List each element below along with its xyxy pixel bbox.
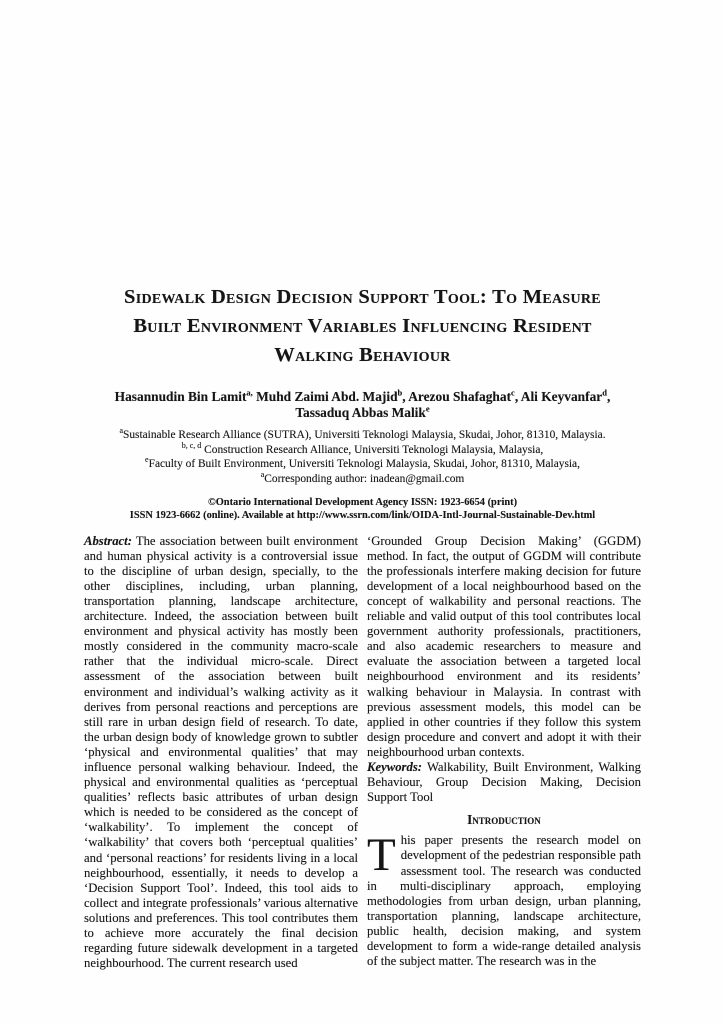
author: Hasannudin Bin Lamit$^{a,}$ (114, 387, 253, 404)
paper-title-line-3: Walking Behaviour (274, 344, 451, 366)
abstract-text-col1: The association between built environment and human physical activity is a controversial issue to the discipline of urban design, specially, to the other disciplines, including, urban planning, transportation planning, landscape architecture, architecture. Indeed, the association between built environment and physical activity has mostly been mostly considered in the community macro-scale rather that the individual micro-scale. Direct assessment of the association between built environment and individual’s walking activity as it derives from personal reactions and perceptions are still rare in urban design field of research. To date, the urban design body of knowledge grown to subtler ‘physical and environmental qualities’ that may influence personal walking behaviour. Indeed, the physical and environmental qualities as ‘perceptual qualities’ reflects basic attributes of urban design which is needed to be considered as the concept of ‘walkability’. To implement the concept of ‘walkability’ that covers both ‘perceptual qualities’ and ‘personal reactions’ for residents living in a local neighbourhood, essentially, it needs to develop a ‘Decision Support Tool’. Indeed, this tool aids to collect and integrate professionals’ various alternative solutions and preferences. This tool contributes them to achieve more accurately the final decision regarding future sidewalk development in a targeted neighbourhood. The current research used (84, 533, 358, 971)
author: Muhd Zaimi Abd. Majid$^b$, (256, 387, 409, 404)
affiliation-mark: e (145, 455, 149, 465)
paper-title (84, 283, 641, 370)
left-column (84, 534, 358, 972)
keywords-paragraph (367, 760, 641, 805)
abstract-paragraph (84, 534, 358, 972)
author-line-1 (84, 389, 641, 405)
corresponding-author-line: $^a$Corresponding author: inadean@gmail.com (260, 469, 465, 485)
author-affiliation-mark: b (397, 387, 403, 398)
introduction-paragraph (367, 829, 641, 969)
publisher-info (84, 497, 641, 522)
author: Tassaduq Abbas Malik$^e$ (295, 403, 430, 420)
affiliation-mark: a (260, 469, 265, 479)
body-columns (84, 534, 641, 972)
affiliation-mark: b, c, d (181, 440, 202, 450)
issn-online-line: ISSN 1923-6662 (online). Available at http://www.ssrn.com/link/OIDA-Intl-Journal-Sustainable-Dev.html (129, 509, 596, 521)
author-list (84, 389, 641, 421)
keywords-text: Walkability, Built Environment, Walking Behaviour, Group Decision Making, Decision Support Tool (367, 759, 641, 805)
author-affiliation-mark: a, (246, 387, 253, 398)
affiliation-list (84, 428, 641, 486)
author-affiliation-mark: d (602, 387, 607, 398)
introduction-heading: Introduction (467, 812, 541, 828)
affiliation-line: $^a$Sustainable Research Alliance (SUTRA), Universiti Teknologi Malaysia, Skudai, Johor, 81310, Malaysia. (119, 426, 606, 441)
keywords-label: Keywords: (367, 759, 422, 774)
author-affiliation-mark: e (425, 403, 430, 414)
abstract-label: Abstract: (84, 533, 132, 548)
author-affiliation-mark: c (511, 387, 515, 398)
affiliation-mark: a (119, 426, 123, 436)
dropcap-letter: T (367, 829, 396, 882)
author: Arezou Shafaghat$^c$, (408, 387, 521, 404)
introduction-text: his paper presents the research model on development of the pedestrian responsible path assessment tool. The research was conducted in multi-disciplinary approach, employing methodologies from urban design, urban planning, transportation planning, landscape architecture, public health, decision making, and system development to form a wide-range detailed analysis of the subject matter. The research was in the (367, 833, 641, 969)
paper-content (84, 283, 641, 971)
abstract-text-col2: ‘Grounded Group Decision Making’ (GGDM) method. In fact, the output of GGDM will contribute the professionals interfere making decision for future development of a local neighbourhood based on the concept of walkability and personal reactions. The reliable and valid output of this tool contributes local government authority professionals, practitioners, and also academic researchers to measure and evaluate the association between a targeted local neighbourhood environment and its residents’ walking behaviour in Malaysia. In contrast with previous assessment models, this model can be applied in other countries if they follow this system design procedure and convert and adopt it with their neighbourhood urban contexts. (367, 533, 641, 759)
right-column (367, 534, 641, 972)
copyright-line: ©Ontario International Development Agency ISSN: 1923-6654 (print) (207, 497, 518, 509)
paper-title-line-1: Sidewalk Design Decision Support Tool: To Measure (124, 286, 601, 308)
abstract-continuation (367, 534, 641, 760)
author: Ali Keyvanfar$^d$, (520, 387, 611, 404)
affiliation-line: $^e$Faculty of Built Environment, Universiti Teknologi Malaysia, Skudai, Johor, 81310, Malaysia, (145, 455, 580, 471)
affiliation-line: $^{b, c, d}$ Construction Research Alliance, Universiti Teknologi Malaysia, Malaysia, (181, 440, 544, 456)
paper-title-line-2: Built Environment Variables Influencing Resident (133, 315, 592, 337)
author-line-2 (84, 405, 641, 421)
